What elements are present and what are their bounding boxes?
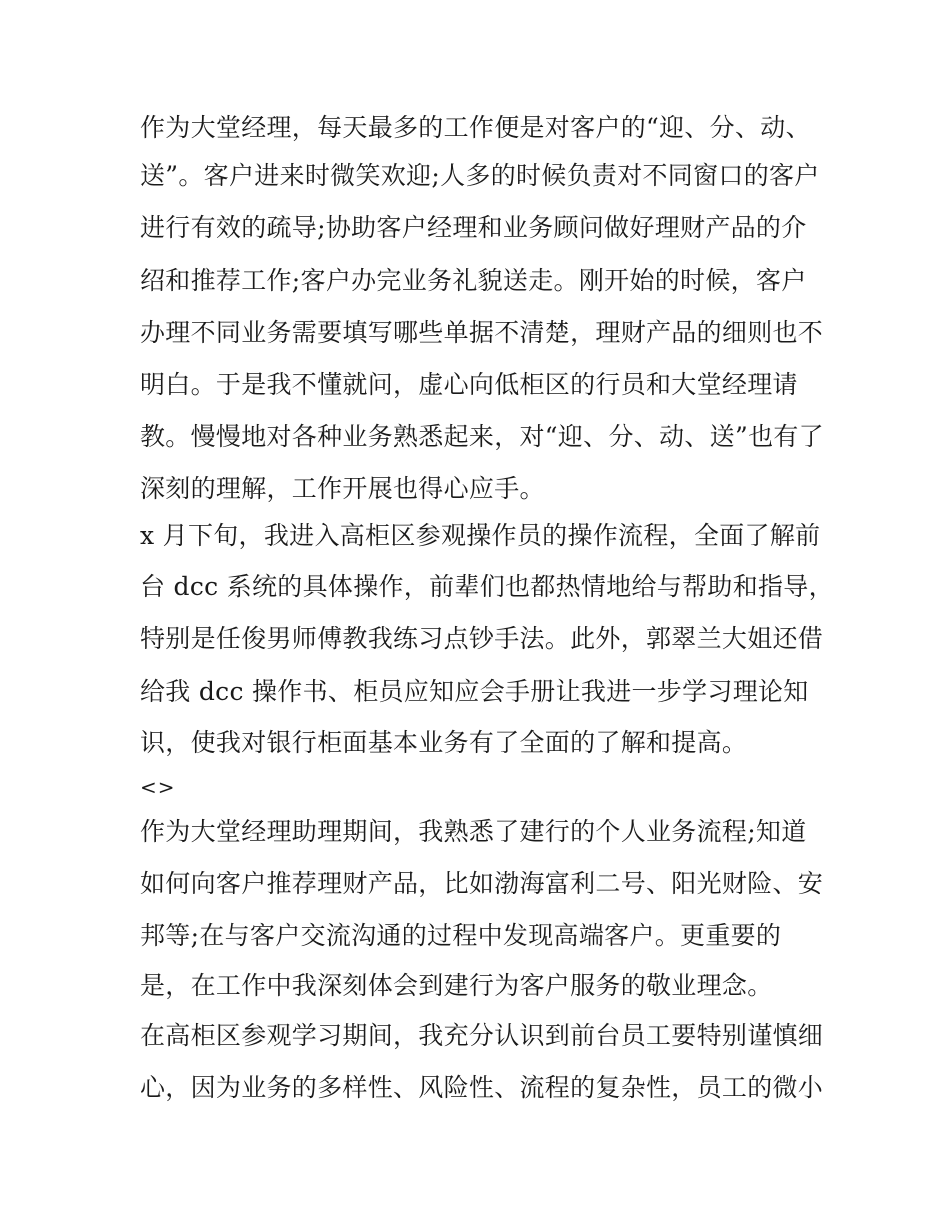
text-line: 如何向客户推荐理财产品，比如渤海富利二号、阳光财险、安: [140, 869, 824, 898]
text-line: 深刻的理解，工作开展也得心应手。: [140, 474, 545, 503]
text-line: x 月下旬，我进入高柜区参观操作员的操作流程，全面了解前: [140, 521, 821, 550]
text-line: 教。慢慢地对各种业务熟悉起来，对“迎、分、动、送”也有了: [140, 422, 824, 451]
text-line: 办理不同业务需要填写哪些单据不清楚，理财产品的细则也不: [140, 318, 824, 347]
text-line: 作为大堂经理，每天最多的工作便是对客户的“迎、分、动、: [140, 113, 811, 142]
text-line: 绍和推荐工作;客户办完业务礼貌送走。刚开始的时候，客户: [140, 266, 807, 295]
text-line: 在高柜区参观学习期间，我充分认识到前台员工要特别谨慎细: [140, 1021, 824, 1050]
text-line: 作为大堂经理助理期间，我熟悉了建行的个人业务流程;知道: [140, 817, 807, 846]
text-line: 台 dcc 系统的具体操作，前辈们也都热情地给与帮助和指导，: [140, 572, 834, 601]
text-line: 进行有效的疏导;协助客户经理和业务顾问做好理财产品的介: [140, 213, 807, 242]
text-line: 明白。于是我不懂就问，虚心向低柜区的行员和大堂经理请: [140, 370, 798, 399]
text-line: 邦等;在与客户交流沟通的过程中发现高端客户。更重要的: [140, 921, 782, 950]
text-line: 识，使我对银行柜面基本业务有了全面的了解和提高。: [140, 728, 748, 757]
text-line: 特别是任俊男师傅教我练习点钞手法。此外，郭翠兰大姐还借: [140, 624, 824, 653]
text-line: 心，因为业务的多样性、风险性、流程的复杂性，员工的微小: [140, 1073, 824, 1102]
text-line: 是，在工作中我深刻体会到建行为客户服务的敬业理念。: [140, 971, 773, 1000]
text-line: 给我 dcc 操作书、柜员应知应会手册让我进一步学习理论知: [140, 677, 809, 706]
text-line: <>: [140, 775, 176, 799]
text-line: 送”。客户进来时微笑欢迎;人多的时候负责对不同窗口的客户: [140, 161, 820, 190]
